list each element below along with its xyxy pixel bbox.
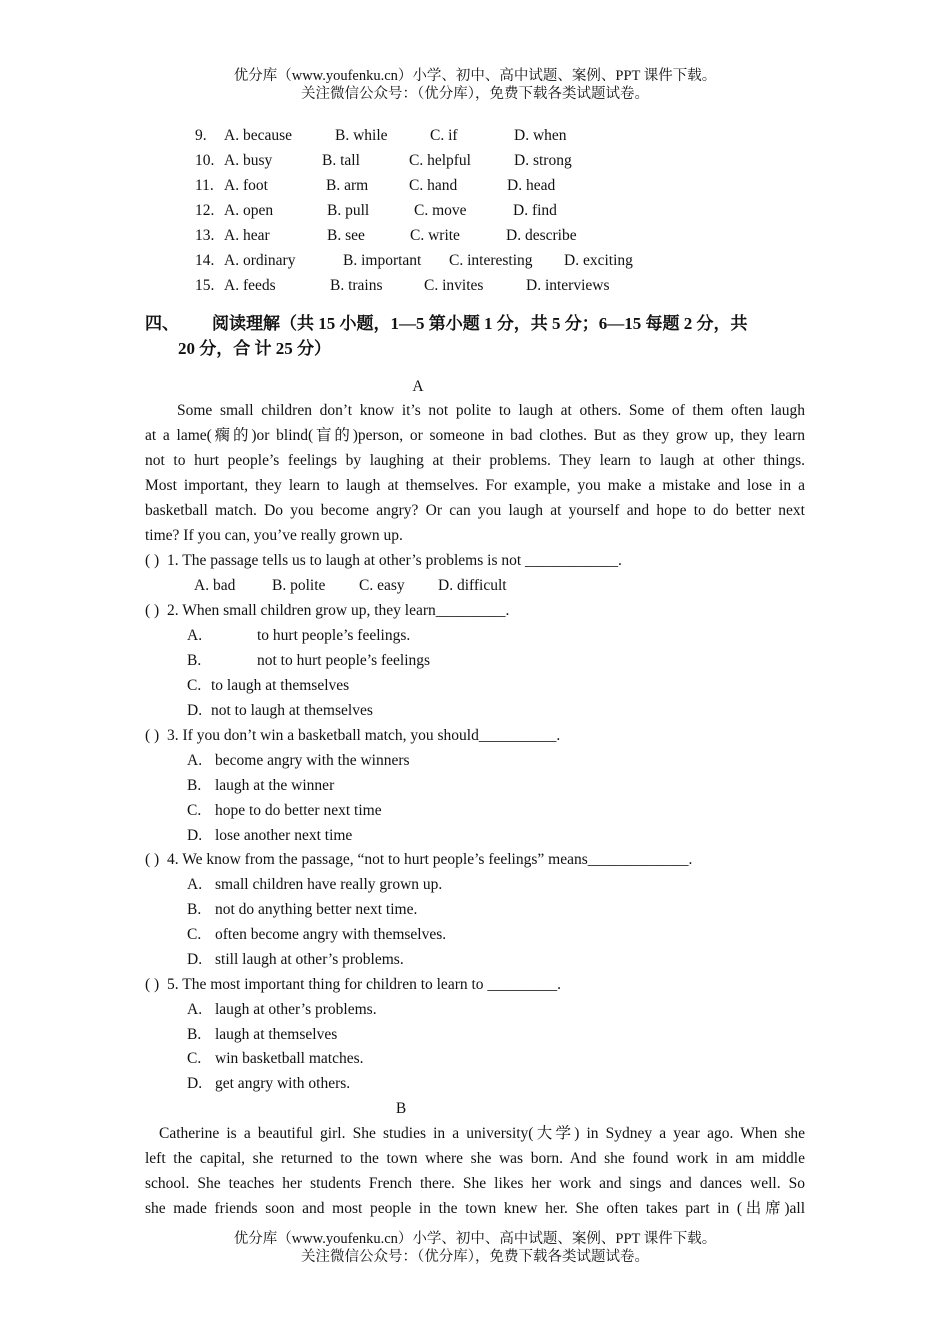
option-number: 9. bbox=[195, 127, 207, 144]
choice-text: not to hurt people’s feelings bbox=[257, 652, 431, 669]
choice-text: lose another next time bbox=[215, 827, 353, 844]
choice-label: C. bbox=[187, 802, 202, 819]
option-a: A. ordinary bbox=[224, 252, 296, 269]
choice-text: often become angry with themselves. bbox=[215, 926, 447, 943]
choice-text: to laugh at themselves bbox=[211, 677, 350, 694]
option-c: C. hand bbox=[409, 177, 458, 194]
choice-d: D. difficult bbox=[438, 577, 507, 594]
answer-blank[interactable]: ( ) bbox=[145, 727, 160, 744]
choice-label: B. bbox=[187, 901, 202, 918]
section-number: 四、 bbox=[145, 314, 179, 333]
choice-label: D. bbox=[187, 951, 203, 968]
footer-line-1: 优分库（www.youfenku.cn）小学、初中、高中试题、案例、PPT 课件下载。 bbox=[233, 1231, 717, 1247]
choice-text: still laugh at other’s problems. bbox=[215, 951, 404, 968]
choice-text: get angry with others. bbox=[215, 1075, 351, 1092]
passage-line: at a lame(瘸的)or blind(盲的)person, or someone in bad clothes. But as they grow up, they learn bbox=[145, 427, 805, 444]
answer-blank[interactable]: ( ) bbox=[145, 552, 160, 569]
section-title-line-2: 20 分，合 计 25 分） bbox=[178, 339, 331, 358]
choice-label: C. bbox=[187, 1050, 202, 1067]
option-b: B. pull bbox=[327, 202, 370, 219]
option-a: A. hear bbox=[224, 227, 270, 244]
option-b: B. arm bbox=[326, 177, 369, 194]
choice-text: to hurt people’s feelings. bbox=[257, 627, 411, 644]
passage-b-heading: B bbox=[395, 1100, 407, 1117]
choice-label: C. bbox=[187, 677, 202, 694]
option-d: D. interviews bbox=[526, 277, 610, 294]
header-line-1: 优分库（www.youfenku.cn）小学、初中、高中试题、案例、PPT 课件下载。 bbox=[233, 68, 717, 84]
option-a: A. foot bbox=[224, 177, 268, 194]
passage-line: Some small children don’t know it’s not polite to laugh at others. Some of them often laugh bbox=[177, 402, 805, 419]
passage-line: basketball match. Do you become angry? Or can you laugh at yourself and hope to do better next bbox=[145, 502, 805, 519]
choice-text: laugh at other’s problems. bbox=[215, 1001, 377, 1018]
option-c: C. if bbox=[430, 127, 458, 144]
choice-label: A. bbox=[187, 627, 203, 644]
choice-text: laugh at themselves bbox=[215, 1026, 338, 1043]
option-c: C. write bbox=[410, 227, 460, 244]
option-b: B. tall bbox=[322, 152, 360, 169]
passage-line: Catherine is a beautiful girl. She studies in a university(大学) in Sydney a year ago. When she bbox=[159, 1125, 805, 1142]
option-a: A. because bbox=[224, 127, 292, 144]
choice-text: laugh at the winner bbox=[215, 777, 335, 794]
choice-text: hope to do better next time bbox=[215, 802, 382, 819]
choice-label: B. bbox=[187, 652, 202, 669]
option-d: D. head bbox=[507, 177, 556, 194]
answer-blank[interactable]: ( ) bbox=[145, 851, 160, 868]
choice-a: A. bad bbox=[194, 577, 236, 594]
option-number: 10. bbox=[195, 152, 215, 169]
choice-label: D. bbox=[187, 702, 203, 719]
option-b: B. while bbox=[335, 127, 388, 144]
answer-blank[interactable]: ( ) bbox=[145, 976, 160, 993]
option-b: B. trains bbox=[330, 277, 383, 294]
choice-label: D. bbox=[187, 1075, 203, 1092]
passage-line: time? If you can, you’ve really grown up. bbox=[145, 527, 403, 544]
option-number: 13. bbox=[195, 227, 215, 244]
choice-label: B. bbox=[187, 1026, 202, 1043]
question-text: 1. The passage tells us to laugh at other’s problems is not ____________. bbox=[167, 552, 622, 569]
option-d: D. strong bbox=[514, 152, 572, 169]
option-c: C. helpful bbox=[409, 152, 471, 169]
passage-line: she made friends soon and most people in the town knew her. She often takes part in (出席)all bbox=[145, 1200, 805, 1217]
choice-label: D. bbox=[187, 827, 203, 844]
page-header bbox=[0, 67, 950, 103]
option-number: 11. bbox=[195, 177, 214, 194]
option-c: C. interesting bbox=[449, 252, 533, 269]
question-text: 3. If you don’t win a basketball match, you should__________. bbox=[167, 727, 561, 744]
section-title-line-1: 阅读理解（共 15 小题，1—5 第小题 1 分，共 5 分；6—15 每题 2 分，共 bbox=[212, 314, 748, 333]
option-d: D. exciting bbox=[564, 252, 633, 269]
option-b: B. important bbox=[343, 252, 422, 269]
choice-label: A. bbox=[187, 752, 203, 769]
passage-line: left the capital, she returned to the town where she was born. And she found work in am middle bbox=[145, 1150, 805, 1167]
option-d: D. find bbox=[513, 202, 557, 219]
passage-line: not to hurt people’s feelings by laughing at their problems. They learn to laugh at other things. bbox=[145, 452, 805, 469]
option-c: C. invites bbox=[424, 277, 484, 294]
option-a: A. busy bbox=[224, 152, 273, 169]
choice-text: not to laugh at themselves bbox=[211, 702, 373, 719]
option-b: B. see bbox=[327, 227, 365, 244]
choice-label: C. bbox=[187, 926, 202, 943]
header-line-2: 关注微信公众号：（优分库），免费下载各类试题试卷。 bbox=[301, 86, 649, 102]
passage-line: school. She teaches her students French there. She likes her work and sings and dances well. So bbox=[145, 1175, 805, 1192]
option-number: 14. bbox=[195, 252, 215, 269]
option-d: D. describe bbox=[506, 227, 577, 244]
question-text: 2. When small children grow up, they learn_________. bbox=[167, 602, 510, 619]
passage-b bbox=[145, 1121, 805, 1221]
passage-line: Most important, they learn to laugh at themselves. For example, you make a mistake and lose in a bbox=[145, 477, 805, 494]
answer-blank[interactable]: ( ) bbox=[145, 602, 160, 619]
option-number: 15. bbox=[195, 277, 215, 294]
option-a: A. feeds bbox=[224, 277, 276, 294]
page-footer bbox=[0, 1230, 950, 1266]
choice-text: win basketball matches. bbox=[215, 1050, 364, 1067]
choice-label: A. bbox=[187, 1001, 203, 1018]
choice-text: become angry with the winners bbox=[215, 752, 410, 769]
option-d: D. when bbox=[514, 127, 567, 144]
choice-b: B. polite bbox=[272, 577, 326, 594]
choice-c: C. easy bbox=[359, 577, 405, 594]
passage-a-heading: A bbox=[412, 378, 424, 395]
passage-a bbox=[145, 398, 805, 548]
option-a: A. open bbox=[224, 202, 274, 219]
option-c: C. move bbox=[414, 202, 467, 219]
choice-text: not do anything better next time. bbox=[215, 901, 418, 918]
choice-label: A. bbox=[187, 876, 203, 893]
question-text: 5. The most important thing for children to learn to _________. bbox=[167, 976, 562, 993]
question-text: 4. We know from the passage, “not to hurt people’s feelings” means_____________. bbox=[167, 851, 693, 868]
footer-line-2: 关注微信公众号：（优分库），免费下载各类试题试卷。 bbox=[301, 1249, 649, 1265]
option-number: 12. bbox=[195, 202, 215, 219]
choice-text: small children have really grown up. bbox=[215, 876, 443, 893]
choice-label: B. bbox=[187, 777, 202, 794]
